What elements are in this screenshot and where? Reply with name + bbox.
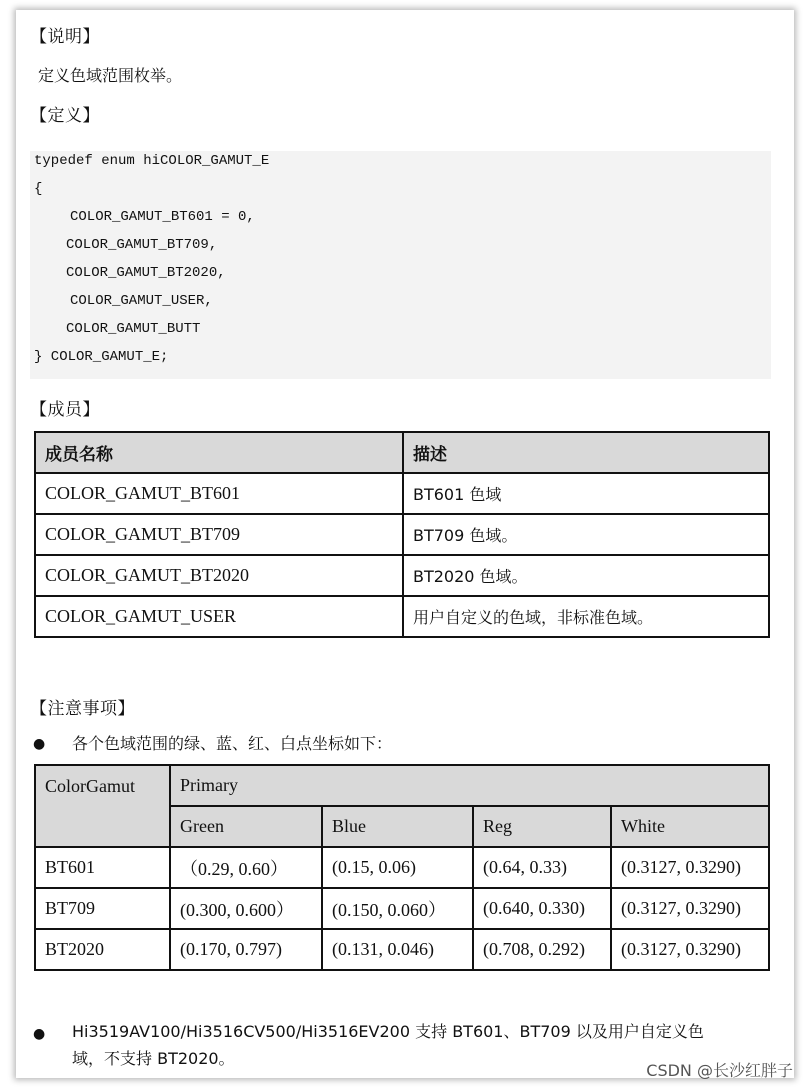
table-cell: (0.64, 0.33) [473, 847, 611, 888]
table-row [35, 888, 769, 929]
column-header: White [611, 806, 769, 847]
code-line: } COLOR_GAMUT_E; [34, 349, 169, 365]
heading-members: 【成员】 [30, 400, 100, 420]
code-line: { [34, 181, 43, 197]
column-header: Green [170, 806, 322, 847]
table-header-row [35, 432, 769, 473]
table-cell: (0.300, 0.600） [170, 888, 322, 929]
gamut-name-cell: BT601 [35, 847, 170, 888]
member-desc-cell: 用户自定义的色域，非标准色域。 [403, 596, 769, 637]
member-name-cell: COLOR_GAMUT_BT601 [35, 473, 403, 514]
gamut-name-cell: BT2020 [35, 929, 170, 970]
table-cell: (0.150, 0.060） [322, 888, 473, 929]
table-cell: (0.170, 0.797) [170, 929, 322, 970]
code-line: COLOR_GAMUT_BT601 = 0, [70, 209, 255, 225]
table-row [35, 929, 769, 970]
column-header: 描述 [403, 432, 769, 473]
code-block [30, 151, 771, 379]
table-cell: (0.3127, 0.3290) [611, 929, 769, 970]
description-text: 定义色域范围枚举。 [38, 66, 183, 85]
table-cell: (0.708, 0.292) [473, 929, 611, 970]
member-name-cell: COLOR_GAMUT_USER [35, 596, 403, 637]
code-line: COLOR_GAMUT_BT709, [66, 237, 218, 253]
code-line: COLOR_GAMUT_BUTT [66, 321, 201, 337]
column-header: ColorGamut [35, 765, 170, 847]
column-header: Reg [473, 806, 611, 847]
table-row [35, 555, 769, 596]
member-name-cell: COLOR_GAMUT_BT709 [35, 514, 403, 555]
gamut-name-cell: BT709 [35, 888, 170, 929]
table-cell: (0.131, 0.046) [322, 929, 473, 970]
code-line: COLOR_GAMUT_BT2020, [66, 265, 226, 281]
table-cell: (0.3127, 0.3290) [611, 847, 769, 888]
note-text: 各个色域范围的绿、蓝、红、白点坐标如下： [72, 734, 393, 753]
code-line: COLOR_GAMUT_USER, [70, 293, 213, 309]
member-desc-cell: BT2020 色域。 [403, 555, 769, 596]
bullet-icon: ● [33, 1026, 46, 1042]
member-name-cell: COLOR_GAMUT_BT2020 [35, 555, 403, 596]
heading-description: 【说明】 [30, 27, 100, 47]
column-header: Primary [170, 765, 769, 806]
column-header: 成员名称 [35, 432, 403, 473]
table-row [35, 473, 769, 514]
table-row [35, 514, 769, 555]
watermark-text: CSDN @长沙红胖子 [646, 1061, 793, 1080]
heading-notes: 【注意事项】 [30, 699, 135, 719]
document-page [16, 10, 794, 1078]
gamut-table [34, 764, 770, 971]
table-cell: (0.15, 0.06) [322, 847, 473, 888]
table-row [35, 847, 769, 888]
bullet-icon: ● [33, 736, 46, 752]
code-line: typedef enum hiCOLOR_GAMUT_E [34, 153, 270, 169]
note-text: 域，不支持 BT2020。 [72, 1049, 235, 1068]
members-table [34, 431, 770, 638]
table-row [35, 596, 769, 637]
member-desc-cell: BT709 色域。 [403, 514, 769, 555]
table-cell: (0.3127, 0.3290) [611, 888, 769, 929]
table-cell: （0.29, 0.60） [170, 847, 322, 888]
column-header: Blue [322, 806, 473, 847]
member-desc-cell: BT601 色域 [403, 473, 769, 514]
table-cell: (0.640, 0.330) [473, 888, 611, 929]
heading-definition: 【定义】 [30, 106, 100, 126]
note-text: Hi3519AV100/Hi3516CV500/Hi3516EV200 支持 BT601、BT709 以及用户自定义色 [72, 1022, 704, 1041]
table-header-row [35, 765, 769, 806]
